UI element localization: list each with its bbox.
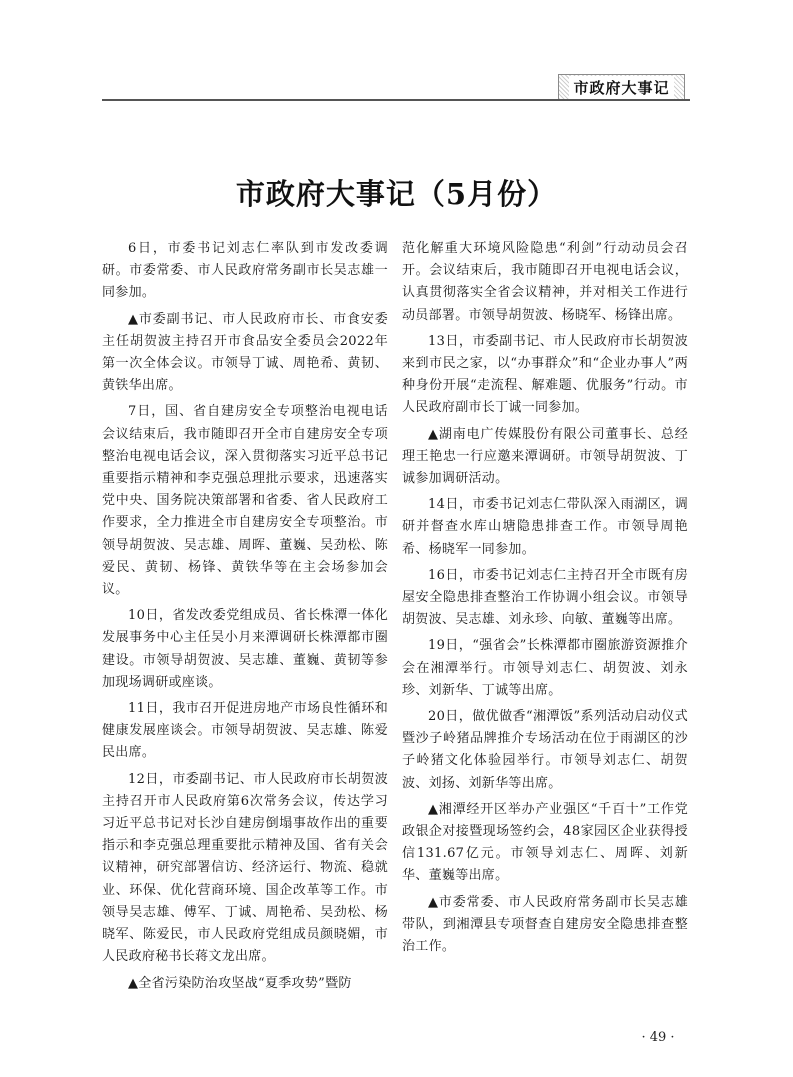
paragraph: ▲湖南电广传媒股份有限公司董事长、总经理王艳忠一行应邀来潭调研。市领导胡贺波、丁诚参加调研活动。 — [402, 426, 688, 487]
left-column — [102, 238, 388, 999]
paragraph: 7日，国、省自建房安全专项整治电视电话会议结束后，我市随即召开全市自建房安全专项整治电视电话会议，深入贯彻落实习近平总书记重要指示精神和李克强总理批示要求，迅速落实党中央、国务院决策部署和省委、省人民政府工作要求，全力推进全市自建房安全专项整治。市领导胡贺波、吴志雄、周晖、董巍、吴劲松、陈爱民、黄韧、杨锋、黄铁华等在主会场参加会议。 — [102, 404, 388, 598]
paragraph: 13日，市委副书记、市人民政府市长胡贺波来到市民之家，以“办事群众”和“企业办事人”两种身份开展“走流程、解难题、优服务”行动。市人民政府副市长丁诚一同参加。 — [402, 333, 688, 416]
page-title: 市政府大事记（5月份） — [235, 177, 558, 211]
paragraph: ▲全省污染防治攻坚战“夏季攻势”暨防 — [128, 975, 352, 991]
paragraph: 14日，市委书记刘志仁带队深入雨湖区，调研并督查水库山塘隐患排查工作。市领导周艳希、杨晓军一同参加。 — [402, 497, 688, 557]
paragraph: ▲湘潭经开区举办产业强区“千百十”工作党政银企对接暨现场签约会，48家园区企业获得授信131.67亿元。市领导刘志仁、周晖、刘新华、董巍等出席。 — [402, 801, 688, 884]
right-column — [402, 238, 688, 962]
paragraph: ▲市委副书记、市人民政府市长、市食安委主任胡贺波主持召开市食品安全委员会2022年第一次全体会议。市领导丁诚、周艳希、黄韧、黄铁华出席。 — [102, 311, 388, 394]
paragraph: 16日，市委书记刘志仁主持召开全市既有房屋安全隐患排查整治工作协调小组会议。市领导胡贺波、吴志雄、刘永珍、向敏、董巍等出席。 — [402, 567, 688, 628]
paragraph: 6日，市委书记刘志仁率队到市发改委调研。市委常委、市人民政府常务副市长吴志雄一同参加。 — [102, 241, 388, 301]
paragraph: 12日，市委副书记、市人民政府市长胡贺波主持召开市人民政府第6次常务会议，传达学习习近平总书记对长沙自建房倒塌事故作出的重要指示和李克强总理重要批示精神及国、省有关会议精神，研究部署信访、经济运行、物流、稳就业、环保、优化营商环境、国企改革等工作。市领导吴志雄、傅军、丁诚、周艳希、吴劲松、杨晓军、陈爱民，市人民政府党组成员颜晓媚，市人民政府秘书长蒋文龙出席。 — [102, 771, 388, 965]
paragraph-continuation: 范化解重大环境风险隐患“利剑”行动动员会召开。会议结束后，我市随即召开电视电话会议，认真贯彻落实全省会议精神，并对相关工作进行动员部署。市领导胡贺波、杨晓军、杨锋出席。 — [402, 241, 688, 323]
paragraph: 20日，做优做香“湘潭饭”系列活动启动仪式暨沙子岭猪品牌推介专场活动在位于雨湖区的沙子岭猪文化体验园举行。市领导刘志仁、胡贺波、刘扬、刘新华等出席。 — [402, 709, 688, 791]
header-rule — [102, 99, 690, 101]
paragraph: 19日，“强省会”长株潭都市圈旅游资源推介会在湘潭举行。市领导刘志仁、胡贺波、刘永珍、刘新华、丁诚等出席。 — [402, 638, 688, 698]
page-number: · 49 · — [641, 1030, 675, 1045]
paragraph: ▲市委常委、市人民政府常务副市长吴志雄带队，到湘潭县专项督查自建房安全隐患排查整治工作。 — [402, 894, 688, 955]
section-tag — [558, 74, 685, 100]
paragraph: 10日，省发改委党组成员、省长株潭一体化发展事务中心主任吴小月来潭调研长株潭都市圈建设。市领导胡贺波、吴志雄、董巍、黄韧等参加现场调研或座谈。 — [102, 608, 388, 690]
section-tag-label: 市政府大事记 — [569, 76, 673, 99]
paragraph: 11日，我市召开促进房地产市场良性循环和健康发展座谈会。市领导胡贺波、吴志雄、陈爱民出席。 — [102, 701, 388, 761]
